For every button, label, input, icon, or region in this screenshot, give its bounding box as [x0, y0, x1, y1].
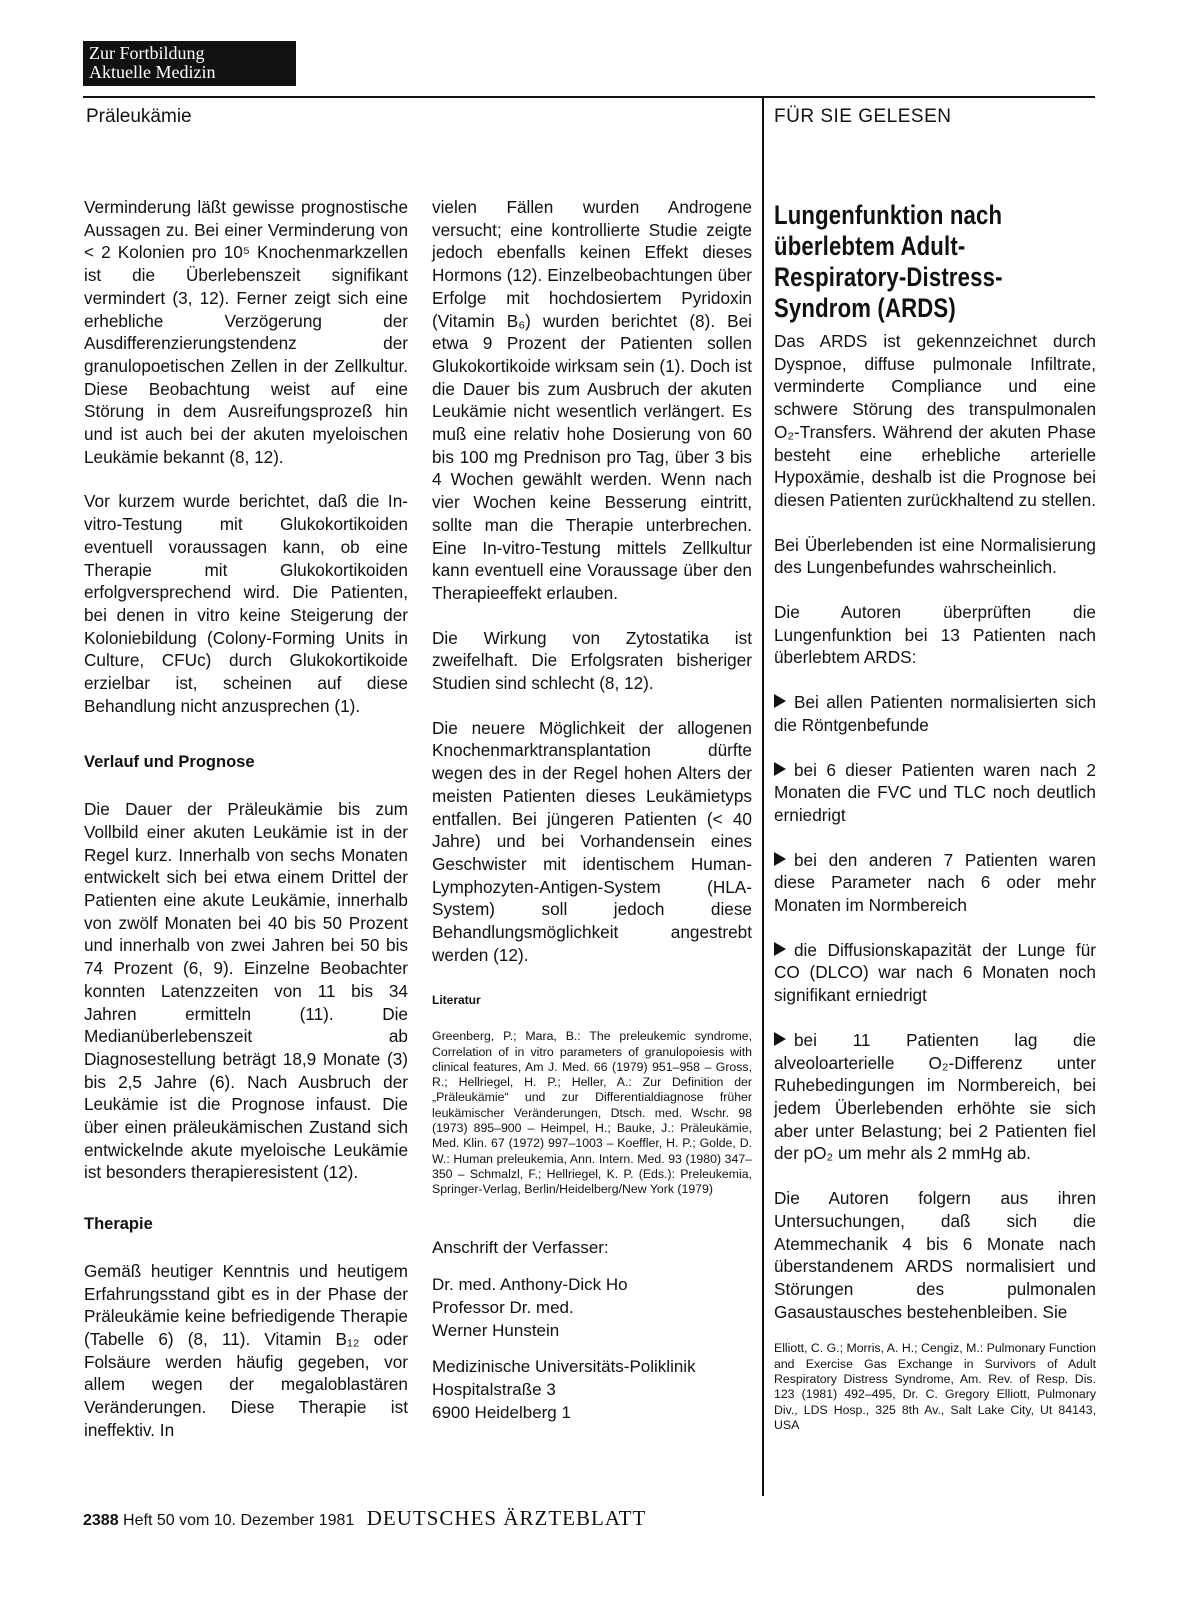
triangle-bullet-icon: [774, 852, 786, 866]
page-number: 2388: [83, 1512, 119, 1529]
triangle-bullet-icon: [774, 694, 786, 708]
rubric-box: [83, 41, 296, 86]
paragraph: Die Wirkung von Zytostatika ist zweifelhaft. Die Erfolgsraten bisheriger Studien sind schlecht (8, 12).: [432, 627, 752, 694]
address-location: [432, 1356, 752, 1424]
author-name: Dr. med. Anthony-Dick Ho: [432, 1275, 628, 1295]
triangle-bullet-icon: [774, 762, 786, 776]
journal-name: DEUTSCHES ÄRZTEBLATT: [366, 1506, 647, 1530]
paragraph: Die Autoren überprüften die Lungenfunktion bei 13 Patienten nach überlebtem ARDS:: [774, 602, 1096, 668]
column-divider: [762, 96, 764, 1496]
section-title-left: Präleukämie: [86, 106, 192, 127]
literature-heading: Literatur: [432, 992, 481, 1007]
street: Hospitalstraße 3: [432, 1379, 556, 1399]
bullet-item: bei 11 Patienten lag die alveoloarterielle O₂-Differenz unter Ruhebedingungen im Normbereich, bei jedem Überlebenden erhöhte sie sich aber unter Belastung; bei 2 Patienten fiel der pO₂ um mehr als 2 mmHg ab.: [774, 1029, 1096, 1164]
city: 6900 Heidelberg 1: [432, 1402, 571, 1422]
rubric-line-1: Zur Fortbildung: [89, 43, 205, 63]
bullet-item: die Diffusionskapazität der Lunge für CO (DLCO) war nach 6 Monaten noch signifikant erniedrigt: [774, 939, 1096, 1006]
header-rule: [83, 96, 1095, 98]
paragraph: Gemäß heutiger Kenntnis und heutigem Erfahrungsstand gibt es in der Phase der Präleukämie keine befriedigende Therapie (Tabelle 6) (8, 11). Vitamin B₁₂ oder Folsäure werden häufig gegeben, vor allem wegen der megaloblastären Veränderungen. Diese Therapie ist ineffektiv. In: [84, 1260, 408, 1440]
article-headline: Lungenfunktion nach überlebtem Adult-Respiratory-Distress-Syndrom (ARDS): [774, 200, 1003, 323]
paragraph: vielen Fällen wurden Androgene versucht; eine kontrollierte Studie zeigte jedoch ebenfalls keinen Effekt dieses Hormons (12). Einzelbeobachtungen über Erfolge mit hochdosiertem Pyridoxin (Vitamin B₆) wurden berichtet (8). Bei etwa 9 Prozent der Patienten sollen Glukokortikoide wirksam sein (1). Doch ist die Dauer bis zum Ausbruch der akuten Leukämie nicht wesentlich verlängert. Es muß eine relativ hohe Dosierung von 60 bis 100 mg Prednison pro Tag, über 3 bis 4 Wochen gewählt werden. Wenn nach vier Wochen keine Besserung eintritt, sollte man die Therapie unterbrechen. Eine In-vitro-Testung mittels Zellkultur kann eventuell eine Voraussage über den Therapieeffekt erlauben.: [432, 197, 752, 603]
bullet-item: bei den anderen 7 Patienten waren diese Parameter nach 6 oder mehr Monaten im Normbereich: [774, 849, 1096, 916]
column-3: [774, 330, 1096, 1433]
bullet-item: Bei allen Patienten normalisierten sich die Röntgenbefunde: [774, 692, 1096, 735]
paragraph: Vor kurzem wurde berichtet, daß die In-vitro-Testung mit Glukokortikoiden eventuell voraussagen kann, ob eine Therapie mit Glukokortikoiden erfolgversprechend wird. Die Patienten, bei denen in vitro keine Steigerung der Koloniebildung (Colony-Forming Units in Culture, CFUc) durch Glukokortikoide erzielbar ist, scheinen auf diese Behandlung nicht anzusprechen (1).: [84, 491, 408, 716]
author-title: Professor Dr. med.: [432, 1297, 574, 1317]
subheading: Verlauf und Prognose: [84, 753, 255, 772]
subheading: Therapie: [84, 1215, 153, 1234]
paragraph: Bei Überlebenden ist eine Normalisierung des Lungenbefundes wahrscheinlich.: [774, 534, 1096, 578]
author-address: [432, 1237, 752, 1424]
paragraph: Das ARDS ist gekennzeichnet durch Dyspnoe, diffuse pulmonale Infiltrate, verminderte Compliance und eine schwere Störung des transpulmonalen O₂-Transfers. Während der akuten Phase besteht eine erhebliche arterielle Hypoxämie, deshalb ist die Prognose bei diesen Patienten zurückhaltend zu stellen.: [774, 331, 1096, 510]
section-title-right: FÜR SIE GELESEN: [774, 106, 952, 127]
reference: Elliott, C. G.; Morris, A. H.; Cengiz, M.: Pulmonary Function and Exercise Gas Exchange in Survivors of Adult Respiratory Distress Syndrome, Am. Rev. of Resp. Dis. 123 (1981) 492–495, Dr. C. Gregory Elliott, Pulmonary Div., LDS Hosp., 325 8th Av., Salt Lake City, Ut 84143, USA: [774, 1341, 1096, 1432]
bullet-item: bei 6 dieser Patienten waren nach 2 Monaten die FVC und TLC noch deutlich erniedrigt: [774, 759, 1096, 825]
paragraph: Die neuere Möglichkeit der allogenen Knochenmarktransplantation dürfte wegen des in der Regel hohen Alters der meisten Patienten dieses Leukämietyps entfallen. Bei jüngeren Patienten (< 40 Jahre) und bei Vorhandensein eines Geschwister mit identischem Human-Lymphozyten-Antigen-System (HLA-System) soll jedoch diese Behandlungsmöglichkeit angestrebt werden (12).: [432, 717, 752, 965]
triangle-bullet-icon: [774, 942, 786, 956]
issue-info: Heft 50 vom 10. Dezember 1981: [123, 1512, 355, 1529]
page-footer: [83, 1506, 646, 1531]
literature-list: Greenberg, P.; Mara, B.: The preleukemic syndrome, Correlation of in vitro parameters of granulopoiesis with clinical features, Am J. Med. 66 (1979) 951–958 – Gross, R.; Hellriegel, H. P.; Heller, A.: Zur Definition der „Präleukämie“ und zur Differentialdiagnose früher leukämischer Veränderungen, Dtsch. med. Wschr. 98 (1973) 895–900 – Heimpel, H.; Bauke, J.: Präleukämie, Med. Klin. 67 (1972) 997–1003 – Koeffler, H. P.; Golde, D. W.: Human preleukemia, Ann. Intern. Med. 93 (1980) 347–350 – Schmalzl, F.; Hellriegel, K. P. (Eds.): Preleukemia, Springer-Verlag, Berlin/Heidelberg/New York (1979): [432, 1029, 752, 1197]
institution: Medizinische Universitäts-Poliklinik: [432, 1357, 696, 1377]
rubric-line-2: Aktuelle Medizin: [89, 62, 216, 82]
column-2: [432, 196, 752, 1424]
paragraph: Die Dauer der Präleukämie bis zum Vollbild einer akuten Leukämie ist in der Regel kurz. Innerhalb von sechs Monaten entwickelt sich bei etwa einem Drittel der Patienten eine akute Leukämie, innerhalb von zwölf Monaten bei 40 bis 50 Prozent und innerhalb von zwei Jahren bei 50 bis 74 Prozent (6, 9). Einzelne Beobachter konnten Latenzzeiten von 11 bis 34 Jahren ermitteln (11). Die Medianüberlebenszeit ab Diagnosestellung beträgt 18,9 Monate (3) bis 2,5 Jahre (6). Nach Ausbruch der Leukämie ist die Prognose infaust. Die über einen präleukämischen Zustand sich entwickelnde akute myeloische Leukämie ist besonders therapieresistent (12).: [84, 799, 408, 1183]
triangle-bullet-icon: [774, 1032, 786, 1046]
paragraph: Die Autoren folgern aus ihren Untersuchungen, daß sich die Atemmechanik 4 bis 6 Monate nach überstandenem ARDS normalisiert und Störungen des pulmonalen Gasaustausches bestehenbleiben. Sie: [774, 1188, 1096, 1322]
column-1: [84, 196, 408, 1463]
address-names: [432, 1274, 752, 1342]
address-title: Anschrift der Verfasser:: [432, 1238, 609, 1258]
paragraph: Verminderung läßt gewisse prognostische Aussagen zu. Bei einer Verminderung von < 2 Kolonien pro 10⁵ Knochenmarkzellen ist die Überlebenszeit signifikant vermindert (3, 12). Ferner zeigt sich eine erhebliche Verzögerung der Ausdifferenzierungstendenz der granulopoetischen Zellen in der Zellkultur. Diese Beobachtung weist auf eine Störung in dem Ausreifungsprozeß hin und ist auch bei der akuten myeloischen Leukämie bekannt (8, 12).: [84, 197, 408, 467]
author-name: Werner Hunstein: [432, 1320, 560, 1340]
